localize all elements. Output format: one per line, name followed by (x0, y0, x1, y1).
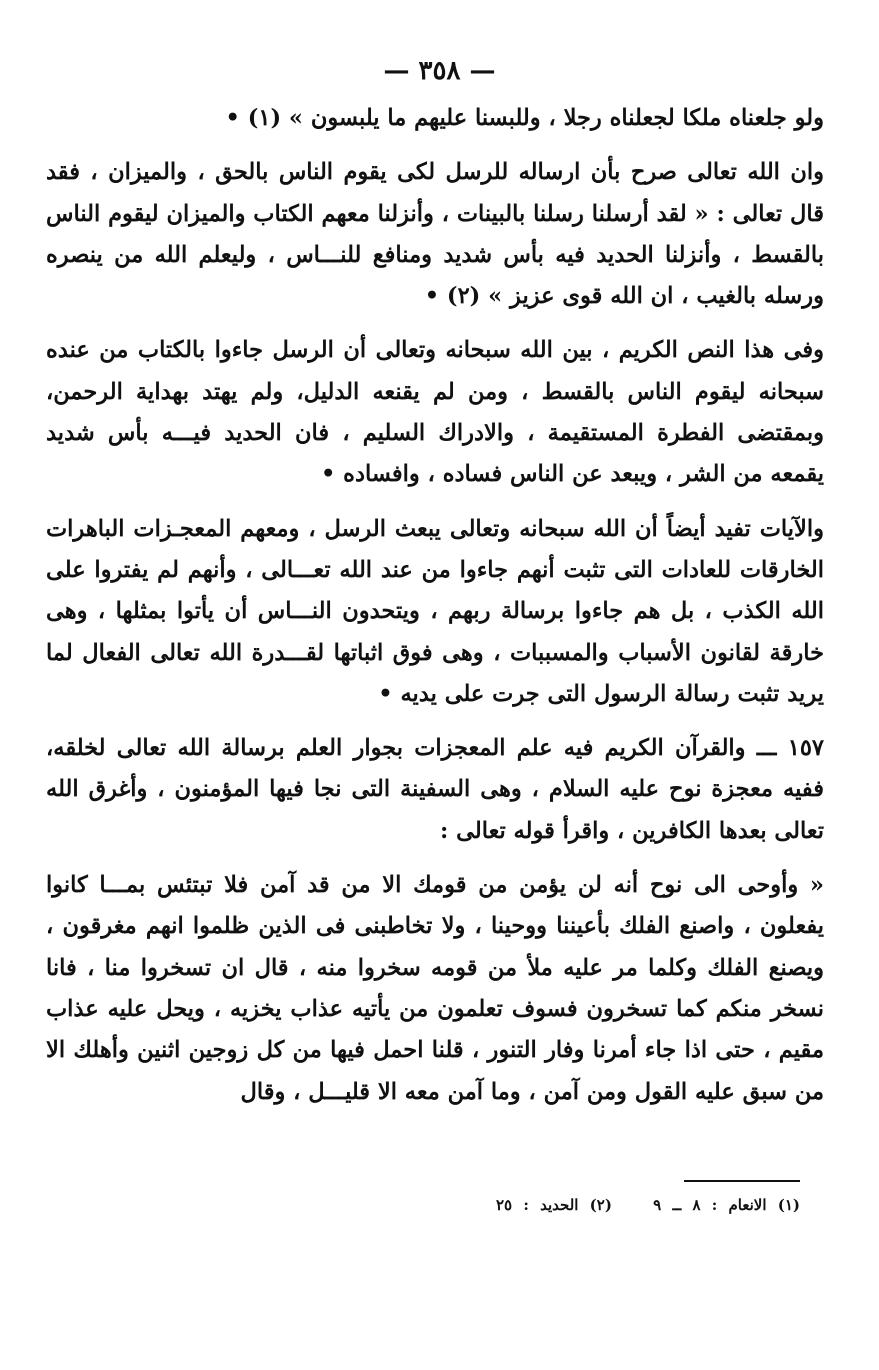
paragraph: وفى هذا النص الكريم ، بين الله سبحانه وتعالى أن الرسل جاءوا بالكتاب من عنده سبحانه ليقوم الناس بالقسط ، ومن لم يقنعه الدليل، ولم يهتد بهداية الرحمن، وبمقتضى الفطرة المستقيمة ، والادراك السليم ، فان الحديد فيـــه بأس شديد يقمعه من الشر ، ويبعد عن الناس فساده ، وافساده • (46, 337, 824, 488)
paragraph: وان الله تعالى صرح بأن ارساله للرسل لكى يقوم الناس بالحق ، والميزان ، فقد قال تعالى : « لقد أرسلنا رسلنا بالبينات ، وأنزلنا معهم الكتاب والميزان ليقوم الناس بالقسط ، وأنزلنا الحديد فيه بأس شديد ومنافع للنـــاس ، وليعلم الله من ينصره ورسله بالغيب ، ان الله قوى عزيز » (٢) • (46, 159, 824, 310)
paragraph: ولو جلعناه ملكا لجعلناه رجلا ، وللبسنا عليهم ما يلبسون » (١) • (225, 105, 824, 131)
footnote: (١) الانعام : ٨ ــ ٩ (653, 1196, 800, 1214)
paragraph: والآيات تفيد أيضاً أن الله سبحانه وتعالى يبعث الرسل ، ومعهم المعجـزات الباهرات الخارقات للعادات التى تثبت أنهم جاءوا من عند الله تعـــالى ، وأنهم لم يفتروا على الله الكذب ، بل هم جاءوا برسالة ربهم ، ويتحدون النـــاس أن يأتوا بمثلها ، وهى خارقة لقانون الأسباب والمسببات ، وهى فوق اثباتها لقـــدرة الله تعالى الفعال لما يريد تثبت رسالة الرسول التى جرت على يديه • (46, 515, 824, 707)
paragraph: « وأوحى الى نوح أنه لن يؤمن من قومك الا من قد آمن فلا تبتئس بمـــا كانوا يفعلون ، واصنع الفلك بأعيننا ووحينا ، ولا تخاطبنى فى الذين ظلموا انهم مغرقون ، ويصنع الفلك وكلما مر عليه ملأ من قومه سخروا منه ، قال ان تسخروا منا ، فانا نسخر منكم كما تسخرون فسوف تعلمون من يأتيه عذاب يخزيه ، ويحل عليه عذاب مقيم ، حتى اذا جاء أمرنا وفار التنور ، قلنا احمل فيها من كل زوجين اثنين وأهلك الا من سبق عليه القول ومن آمن ، وما آمن معه الا قليـــل ، وقال (46, 872, 824, 1105)
footnote: (٢) الحديد : ٢٥ (495, 1196, 612, 1214)
page-number: — ٣٥٨ — (383, 56, 496, 86)
footnotes (300, 1196, 800, 1214)
paragraph: ١٥٧ ـــ والقرآن الكريم فيه علم المعجزات بجوار العلم برسالة الله تعالى لخلقه، ففيه معجزة نوح عليه السلام ، وهى السفينة التى نجا فيها المؤمنون ، وأغرق الله تعالى بعدها الكافرين ، واقرأ قوله تعالى : (46, 735, 824, 844)
footnote-divider (684, 1180, 800, 1182)
body-text (46, 98, 824, 1113)
